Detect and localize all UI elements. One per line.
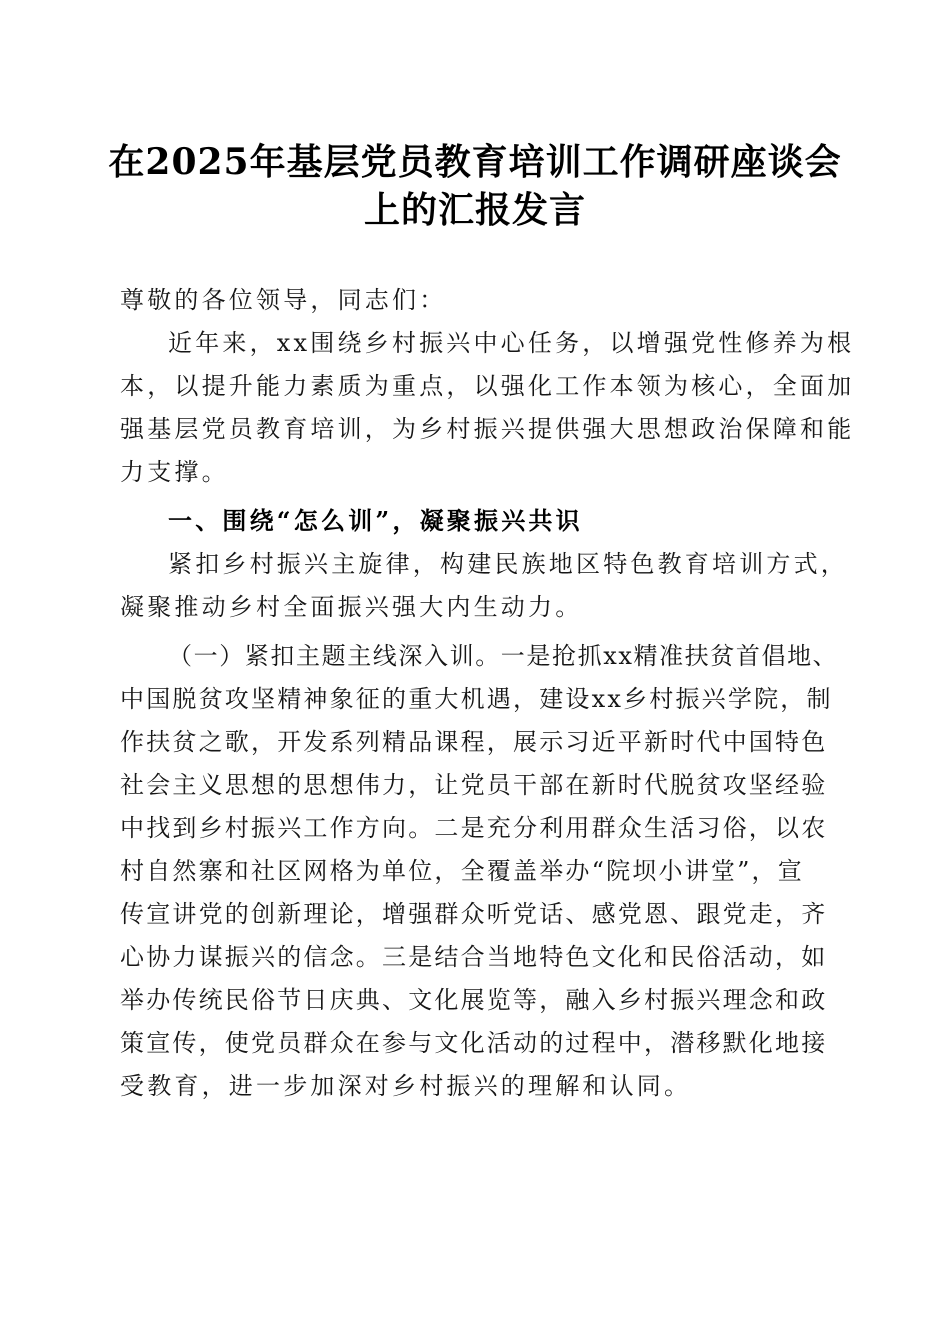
section-1-heading: 一、围绕“怎么训”，凝聚振兴共识: [168, 506, 583, 535]
intro-line-4: 力支撑。: [120, 458, 229, 486]
subsection-1-line-4: 社会主义思想的思想伟力，让党员干部在新时代脱贫攻坚经验: [120, 771, 828, 799]
subsection-1-line-8: 心协力谋振兴的信念。三是结合当地特色文化和民俗活动，如: [120, 943, 828, 971]
intro-line-1: 近年来，xx围绕乡村振兴中心任务，以增强党性修养为根: [168, 329, 855, 357]
intro-line-3: 强基层党员教育培训，为乡村振兴提供强大思想政治保障和能: [120, 415, 855, 443]
subsection-1-line-11: 受教育，进一步加深对乡村振兴的理解和认同。: [120, 1072, 692, 1100]
subsection-1-line-1: （一）紧扣主题主线深入训。一是抢抓xx精准扶贫首倡地、: [168, 642, 839, 670]
document-title-line-1: 在2025年基层党员教育培训工作调研座谈会: [108, 141, 842, 183]
subsection-1-line-6: 村自然寨和社区网格为单位，全覆盖举办“院坝小讲堂”，宣: [120, 857, 804, 885]
subsection-1-line-10: 策宣传，使党员群众在参与文化活动的过程中，潜移默化地接: [120, 1029, 828, 1057]
salutation: 尊敬的各位领导，同志们：: [120, 286, 447, 314]
subsection-1-line-5: 中找到乡村振兴工作方向。二是充分利用群众生活习俗，以农: [120, 814, 828, 842]
subsection-1-line-9: 举办传统民俗节日庆典、文化展览等，融入乡村振兴理念和政: [120, 986, 828, 1014]
subsection-1-line-7: 传宣讲党的创新理论，增强群众听党话、感党恩、跟党走，齐: [120, 900, 828, 928]
document-title-line-2: 上的汇报发言: [363, 189, 586, 231]
subsection-1-line-2: 中国脱贫攻坚精神象征的重大机遇，建设xx乡村振兴学院，制: [120, 685, 833, 713]
subsection-1-line-3: 作扶贫之歌，开发系列精品课程，展示习近平新时代中国特色: [120, 728, 828, 756]
intro-line-2: 本，以提升能力素质为重点，以强化工作本领为核心，全面加: [120, 372, 855, 400]
section-1-lead-line-2: 凝聚推动乡村全面振兴强大内生动力。: [120, 593, 583, 621]
section-1-lead-line-1: 紧扣乡村振兴主旋律，构建民族地区特色教育培训方式，: [168, 550, 848, 578]
